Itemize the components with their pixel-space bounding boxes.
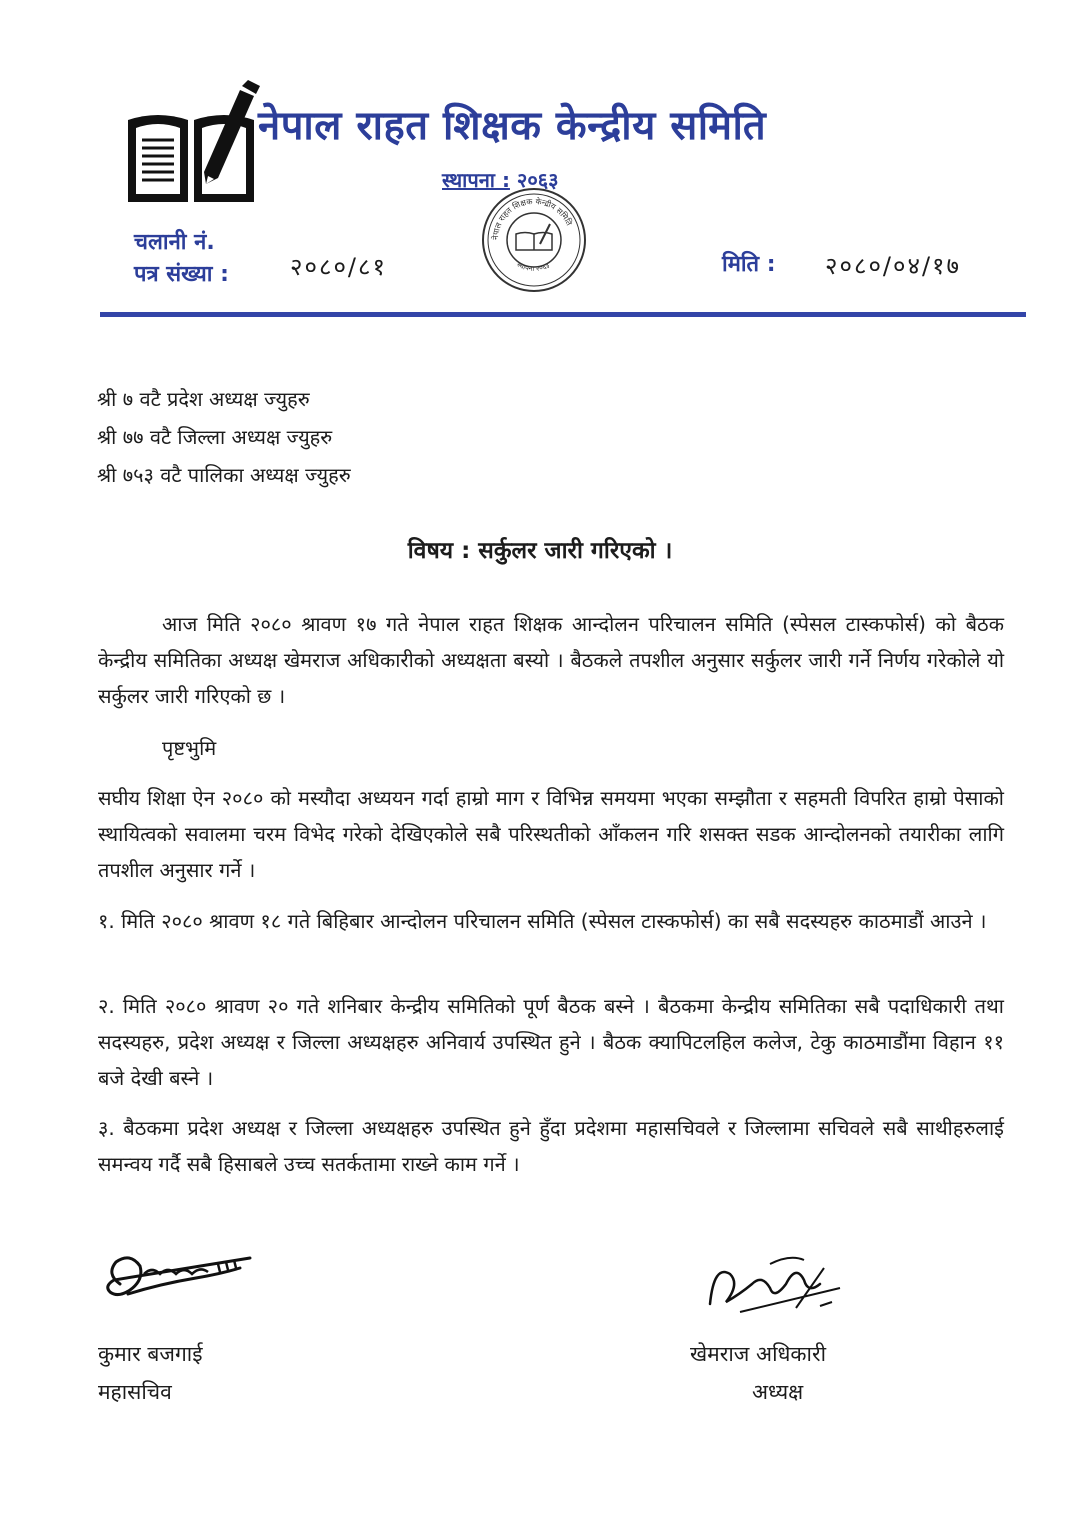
left-signatory-name: कुमार बजगाई <box>98 1342 203 1366</box>
point-item: ३. बैठकमा प्रदेश अध्यक्ष र जिल्ला अध्यक्षहरु उपस्थित हुने हुँदा प्रदेशमा महासचिवले र जिल्लामा सचिवले सबै साथीहरुलाई समन्वय गर्दै सबै हिसाबले उच्च सतर्कतामा राख्ने काम गर्ने । <box>98 1116 1004 1176</box>
background-paragraph: सघीय शिक्षा ऐन २०८० को मस्यौदा अध्ययन गर्दा हाम्रो माग र विभिन्न समयमा भएका सम्झौता र सहमती विपरित हाम्रो पेसाको स्थायित्वको सवालमा चरम विभेद गरेको देखिएकोले सबै परिस्थतीको आँकलन गरि शसक्त सडक आन्दोलनको तयारीका लागि तपशील अनुसार गर्ने । <box>98 786 1004 882</box>
established-label: स्थापना <box>442 168 495 192</box>
point-item: २. मिति २०८० श्रावण २० गते शनिबार केन्द्रीय समितिको पूर्ण बैठक बस्ने । बैठकमा केन्द्रीय समितिका सबै पदाधिकारी तथा सदस्यहरु, प्रदेश अध्यक्ष र जिल्ला अध्यक्षहरु अनिवार्य उपस्थित हुने । बैठक क्यापिटलहिल कलेज, टेकु काठमाडौंमा विहान ११ बजे देखी बस्ने । <box>98 994 1004 1090</box>
recipient-line: श्री ७५३ वटै पालिका अध्यक्ष ज्युहरु <box>97 463 351 487</box>
organization-name: नेपाल राहत शिक्षक केन्द्रीय समिति <box>258 103 767 149</box>
right-signatory-name: खेमराज अधिकारी <box>690 1342 827 1366</box>
chalani-label: चलानी नं. <box>134 230 215 255</box>
point-item: १. मिति २०८० श्रावण १८ गते बिहिबार आन्दोलन परिचालन समिति (स्पेसल टास्कफोर्स) का सबै सदस्यहरु काठमाडौं आउने । <box>98 909 987 933</box>
intro-paragraph: आज मिति २०८० श्रावण १७ गते नेपाल राहत शिक्षक आन्दोलन परिचालन समिति (स्पेसल टास्कफोर्स) को बैठक केन्द्रीय समितिका अध्यक्ष खेमराज अधिकारीको अध्यक्षता बस्यो । बैठकले तपशील अनुसार सर्कुलर जारी गर्ने निर्णय गरेकोले यो सर्कुलर जारी गरिएको छ । <box>98 612 1004 708</box>
seal-text: नेपाल राहत शिक्षक केन्द्रीय समिति <box>490 196 574 241</box>
background-heading: पृष्टभुमि <box>162 736 217 760</box>
date-value: २०८०/०४/१७ <box>825 252 962 280</box>
svg-text:स्थापना २०६३ <box>515 260 551 273</box>
right-signatory-title: अध्यक्ष <box>752 1380 804 1404</box>
left-signatory-title: महासचिव <box>98 1380 172 1404</box>
recipient-line: श्री ७ वटै प्रदेश अध्यक्ष ज्युहरु <box>97 387 310 411</box>
left-signature-icon <box>100 1244 260 1314</box>
date-label: मिति : <box>722 252 776 277</box>
established-line: स्थापना : २०६३ <box>442 168 559 192</box>
reference-number: २०८०/८१ <box>290 253 387 281</box>
header-divider <box>100 312 1026 317</box>
recipient-line: श्री ७७ वटै जिल्ला अध्यक्ष ज्युहरु <box>97 425 333 449</box>
patra-sankhya-label: पत्र संख्या : <box>134 262 229 287</box>
subject-line: विषय : सर्कुलर जारी गरिएको । <box>407 538 673 564</box>
book-pencil-logo-icon <box>122 80 260 208</box>
recipient-list <box>97 380 351 494</box>
established-year: २०६३ <box>516 168 559 192</box>
right-signature-icon <box>700 1244 850 1324</box>
seal-year: स्थापना २०६३ <box>515 260 551 273</box>
organization-seal-icon <box>480 186 588 294</box>
